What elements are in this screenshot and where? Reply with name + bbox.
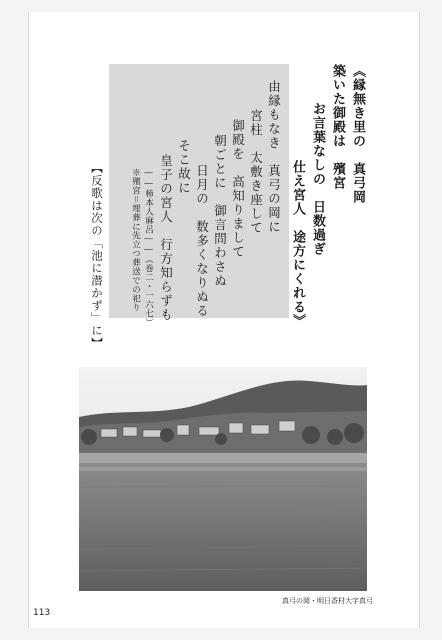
poem-line-6: そこ故に bbox=[176, 139, 192, 195]
poem-author: ――柿本人麻呂――（巻二・一六七） bbox=[143, 168, 154, 327]
photo-caption: 真弓の岡・明日香村大字真弓 bbox=[282, 597, 373, 605]
poem-line-2: 宮柱 太敷き座して bbox=[248, 109, 264, 235]
hanka-note: 【反歌は次の「池に潜かず」に】 bbox=[90, 162, 104, 350]
page-number: 113 bbox=[33, 608, 51, 618]
title-line-1: 《縁無き里の 真弓岡 bbox=[350, 64, 365, 204]
poem-line-4: 朝ごとに 御言問わさぬ bbox=[212, 134, 228, 288]
title-line-2: 築いた御殿は 殯宮 bbox=[330, 64, 345, 190]
poem-line-7: 皇子の宮人 行方知らずも bbox=[158, 154, 174, 322]
title-line-4: 仕え宮人 途方にくれる》 bbox=[290, 160, 305, 328]
poem-line-5: 日月の 数多くなりぬる bbox=[194, 164, 210, 318]
poem-line-1: 由縁もなき 真弓の岡に bbox=[266, 80, 282, 234]
poem-box bbox=[109, 64, 289, 327]
poem-line-3: 御殿を 高知りまして bbox=[230, 119, 246, 259]
book-page bbox=[28, 12, 420, 628]
landscape-photo-drawing bbox=[79, 367, 367, 591]
landscape-photo bbox=[79, 367, 367, 591]
title-line-3: お言葉なしの 日数過ぎ bbox=[310, 102, 325, 256]
poem-note: ※殯宮＝埋葬に先立つ葬送での祀り bbox=[130, 168, 141, 312]
